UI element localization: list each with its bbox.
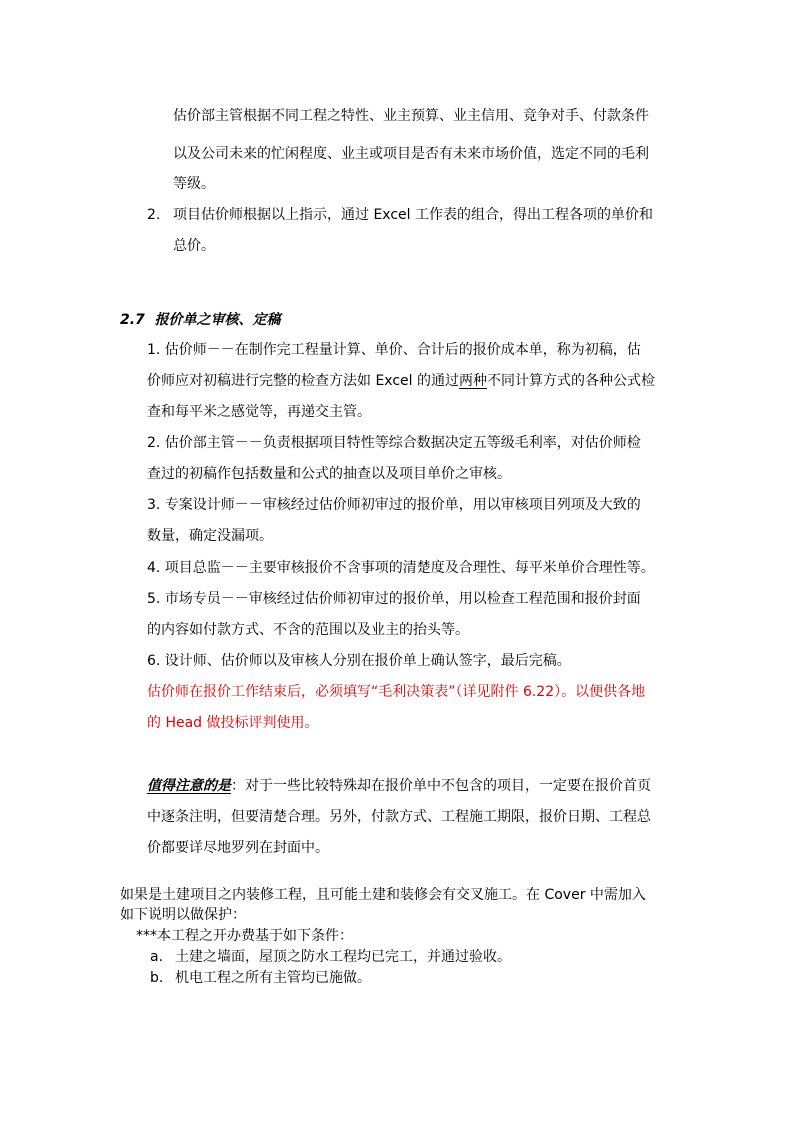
list-number: 2.: [147, 207, 161, 223]
underlined-text: 两种: [458, 373, 487, 389]
condition-marker: b.: [150, 970, 164, 986]
text-line: 查和每平米之感觉等，再递交主管。: [147, 404, 371, 420]
text-line: 估价部主管根据不同工程之特性、业主预算、业主信用、竞争对手、付款条件: [173, 108, 649, 124]
condition-text: 机电工程之所有主管均已施做。: [175, 970, 371, 986]
text-line: 如下说明以做保护：: [120, 907, 246, 923]
text-segment: ：对于一些比较特殊却在报价单中不包含的项目，一定要在报价首页: [231, 778, 651, 794]
text-line: 的 Head 做投标评判使用。: [147, 715, 319, 731]
condition-marker: a.: [150, 949, 164, 965]
text-line: 总价。: [173, 238, 215, 254]
section-heading: [120, 311, 281, 329]
note-label: 值得注意的是: [147, 778, 231, 794]
review-item-3: 3. 专案设计师－－审核经过估价师初审过的报价单，用以审核项目列项及大致的: [147, 497, 641, 513]
text-line: 估价师在报价工作结束后，必须填写“毛利决策表”（详见附件 6.22）。以便供各地: [147, 684, 646, 700]
text-line: 中逐条注明，但要清楚合理。另外，付款方式、工程施工期限，报价日期、工程总: [147, 809, 651, 825]
text-segment: 价师应对初稿进行完整的检查方法如 Excel 的通过: [147, 373, 459, 389]
section-title: 报价单之审核、定稿: [154, 312, 281, 328]
text-segment: 不同计算方式的各种公式检: [486, 373, 655, 389]
text-line: 如果是土建项目之内装修工程，且可能土建和装修会有交叉施工。在 Cover 中需加入: [120, 887, 646, 903]
text-line: 的内容如付款方式、不含的范围以及业主的抬头等。: [147, 622, 469, 638]
review-item-4: 4. 项目总监－－主要审核报价不含事项的清楚度及合理性、每平米单价合理性等。: [147, 560, 655, 576]
text-line: 以及公司未来的忙闲程度、业主或项目是否有未来市场价值，选定不同的毛利: [173, 146, 649, 162]
text-line: [147, 777, 651, 795]
review-item-5: 5. 市场专员－－审核经过估价师初审过的报价单，用以检查工程范围和报价封面: [147, 591, 641, 607]
text-line: 数量，确定没漏项。: [147, 528, 273, 544]
condition-text: 土建之墙面，屋顶之防水工程均已完工，并通过验收。: [175, 949, 511, 965]
text-line: 查过的初稿作包括数量和公式的抽查以及项目单价之审核。: [147, 466, 511, 482]
section-number: 2.7: [120, 312, 145, 328]
review-item-1: 1. 估价师－－在制作完工程量计算、单价、合计后的报价成本单，称为初稿，估: [147, 342, 641, 358]
review-item-6: 6. 设计师、估价师以及审核人分别在报价单上确认签字，最后完稿。: [147, 653, 571, 669]
text-line: 等级。: [173, 176, 215, 192]
text-line: 价都要详尽地罗列在封面中。: [147, 840, 329, 856]
text-line: [147, 372, 655, 390]
text-line: 项目估价师根据以上指示，通过 Excel 工作表的组合，得出工程各项的单价和: [173, 207, 653, 223]
text-line: ***本工程之开办费基于如下条件：: [136, 928, 353, 944]
review-item-2: 2. 估价部主管－－负责根据项目特性等综合数据决定五等级毛利率，对估价师检: [147, 435, 641, 451]
